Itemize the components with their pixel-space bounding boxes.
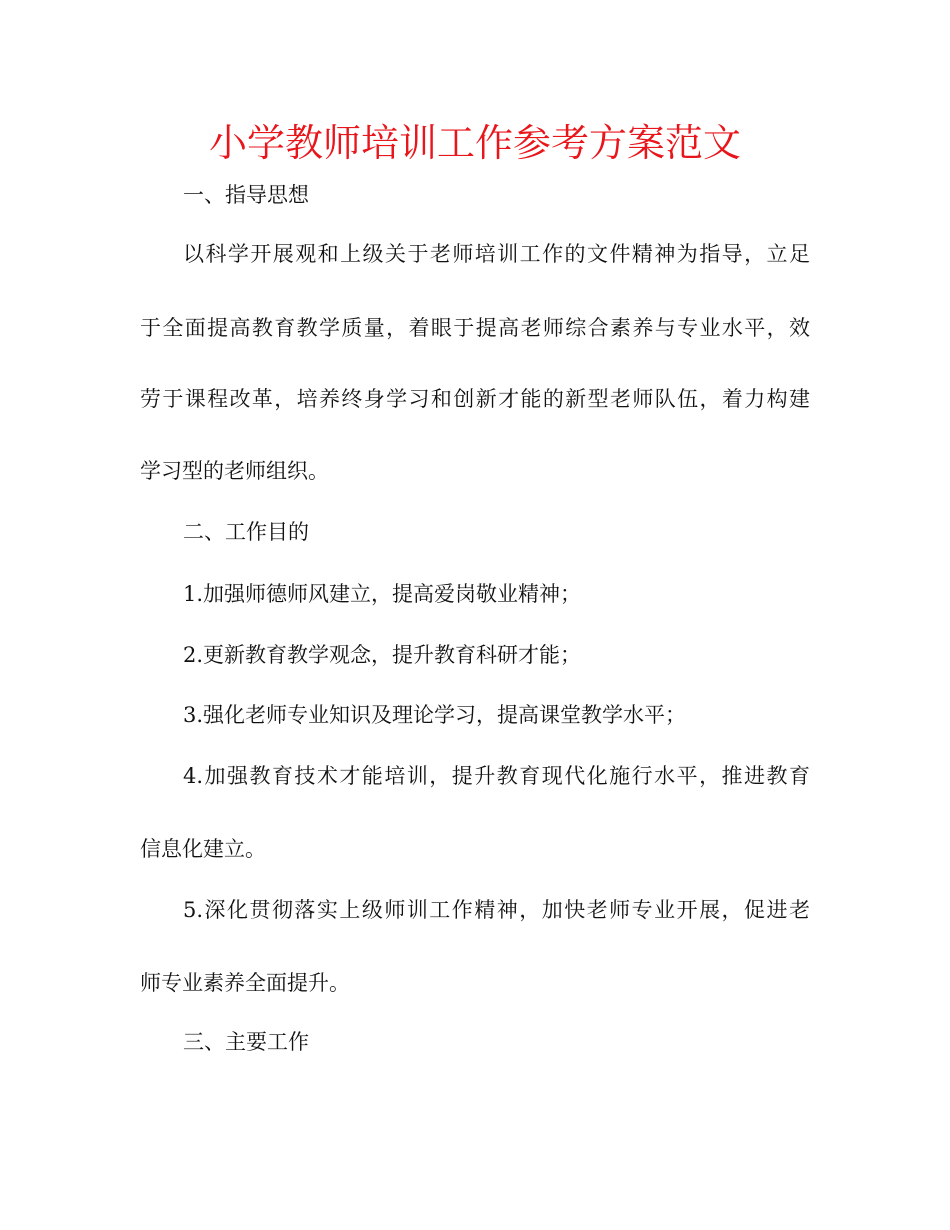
section-heading-guiding-ideology: 一、指导思想	[183, 183, 309, 207]
list-item-continuation: 师专业素养全面提升。	[140, 971, 350, 995]
list-item: 1.加强师德师风建立，提高爱岗敬业精神；	[183, 582, 582, 606]
list-item: 4.加强教育技术才能培训，提升教育现代化施行水平，推进教育	[183, 764, 810, 788]
list-item: 5.深化贯彻落实上级师训工作精神，加快老师专业开展，促进老	[183, 898, 810, 922]
paragraph-line: 于全面提高教育教学质量，着眼于提高老师综合素养与专业水平，效	[140, 316, 810, 340]
document-title: 小学教师培训工作参考方案范文	[208, 121, 741, 165]
list-item: 2.更新教育教学观念，提升教育科研才能；	[183, 643, 582, 667]
paragraph-line: 以科学开展观和上级关于老师培训工作的文件精神为指导，立足	[183, 242, 810, 266]
section-heading-main-work: 三、主要工作	[183, 1030, 309, 1054]
list-item-continuation: 信息化建立。	[140, 837, 266, 861]
paragraph-line: 学习型的老师组织。	[140, 459, 329, 483]
paragraph-line: 劳于课程改革，培养终身学习和创新才能的新型老师队伍，着力构建	[140, 387, 810, 411]
section-heading-work-goals: 二、工作目的	[183, 520, 309, 544]
list-item: 3.强化老师专业知识及理论学习，提高课堂教学水平；	[183, 703, 687, 727]
